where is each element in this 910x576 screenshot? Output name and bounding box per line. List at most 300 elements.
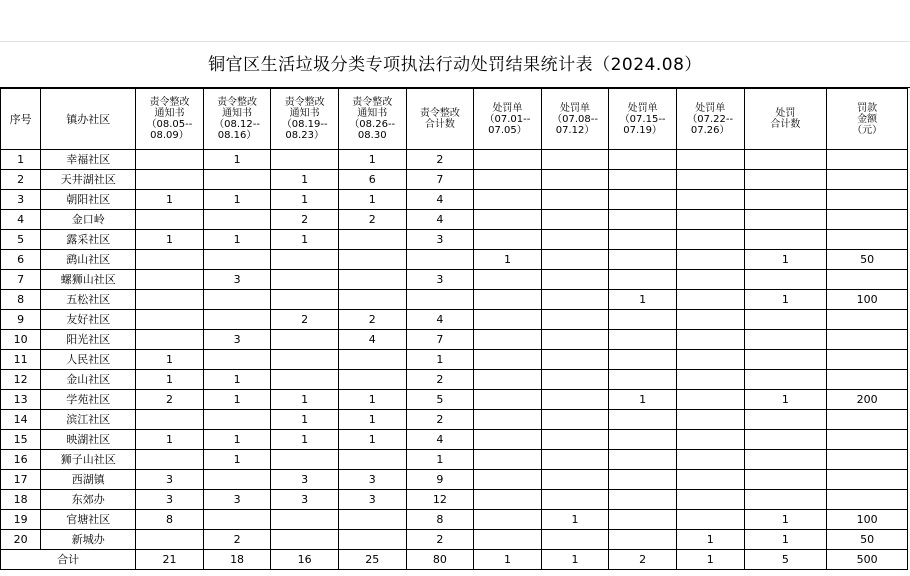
value-cell: 3 [203,270,271,290]
value-cell [136,290,204,310]
value-cell [541,250,609,270]
value-cell [338,230,406,250]
value-cell [136,530,204,550]
value-cell [203,210,271,230]
value-cell [744,210,827,230]
table-row [1,330,908,350]
header-cell [406,89,474,150]
value-cell: 1 [203,390,271,410]
table-row [1,490,908,510]
value-cell: 1 [271,230,339,250]
header-line: 通知书 [222,108,253,119]
value-cell [136,330,204,350]
community-name-cell: 金山社区 [41,370,136,390]
value-cell [609,270,677,290]
value-cell [136,450,204,470]
value-cell: 1 [338,150,406,170]
value-cell [676,230,744,250]
value-cell [541,170,609,190]
value-cell: 12 [406,490,474,510]
value-cell: 3 [271,470,339,490]
value-cell [474,210,542,230]
total-value-cell: 80 [406,550,474,570]
value-cell: 1 [338,390,406,410]
value-cell: 1 [406,350,474,370]
header-line: （08.26-- [349,119,396,130]
header-cell [474,89,542,150]
value-cell [676,350,744,370]
table-row [1,150,908,170]
community-name-cell: 人民社区 [41,350,136,370]
header-cell [541,89,609,150]
value-cell: 1 [744,390,827,410]
value-cell [474,410,542,430]
value-cell: 2 [406,150,474,170]
value-cell [136,270,204,290]
header-line: （07.15-- [619,113,666,125]
header-line: 处罚单 [560,102,591,114]
value-cell [676,370,744,390]
header-line: 通知书 [154,108,185,119]
community-name-cell: 东郊办 [41,490,136,510]
header-line: 责令整改 [419,108,460,119]
penalty-table [0,88,908,570]
value-cell: 1 [338,190,406,210]
header-cell [203,89,271,150]
value-cell [541,430,609,450]
value-cell: 1 [136,350,204,370]
row-index-cell: 16 [1,450,41,470]
value-cell [203,470,271,490]
value-cell: 100 [827,290,908,310]
value-cell: 2 [338,210,406,230]
value-cell [609,170,677,190]
value-cell [676,210,744,230]
value-cell: 8 [136,510,204,530]
value-cell [676,430,744,450]
row-index-cell: 12 [1,370,41,390]
value-cell: 1 [744,290,827,310]
value-cell: 2 [406,410,474,430]
value-cell [827,410,908,430]
value-cell [827,170,908,190]
value-cell [676,410,744,430]
community-name-cell: 螺狮山社区 [41,270,136,290]
table-row [1,190,908,210]
header-cell [676,89,744,150]
header-line: 合计数 [424,119,455,130]
value-cell [744,330,827,350]
value-cell [676,390,744,410]
header-line: 责令整改 [284,97,325,108]
row-index-cell: 2 [1,170,41,190]
value-cell: 3 [271,490,339,510]
value-cell: 4 [406,430,474,450]
table-row [1,270,908,290]
value-cell [609,150,677,170]
value-cell [744,190,827,210]
value-cell [541,190,609,210]
value-cell [676,450,744,470]
value-cell [827,450,908,470]
value-cell [827,430,908,450]
community-name-cell: 幸福社区 [41,150,136,170]
value-cell: 9 [406,470,474,490]
value-cell [203,510,271,530]
table-header [1,89,908,150]
header-line: 08.16） [217,130,257,141]
header-line: 07.19） [623,124,662,136]
value-cell: 2 [271,310,339,330]
header-line: （元） [852,124,883,136]
header-line: 责令整改 [217,97,258,108]
value-cell [827,330,908,350]
community-name-cell: 滨江社区 [41,410,136,430]
value-cell [338,350,406,370]
value-cell: 1 [338,430,406,450]
header-line: 通知书 [289,108,320,119]
table-footer [1,550,908,570]
community-name-cell: 西湖镇 [41,470,136,490]
header-line: 合计数 [770,119,801,130]
row-index-cell: 7 [1,270,41,290]
total-value-cell: 500 [827,550,908,570]
total-value-cell: 1 [474,550,542,570]
value-cell [744,350,827,370]
table-row [1,250,908,270]
value-cell [609,490,677,510]
value-cell [541,230,609,250]
header-cell [744,89,827,150]
table-row [1,350,908,370]
value-cell [338,290,406,310]
value-cell [609,450,677,470]
value-cell [474,370,542,390]
value-cell [474,150,542,170]
total-row [1,550,908,570]
value-cell: 1 [136,190,204,210]
value-cell [271,250,339,270]
value-cell [136,250,204,270]
value-cell [474,430,542,450]
row-index-cell: 13 [1,390,41,410]
value-cell [609,510,677,530]
value-cell: 1 [271,190,339,210]
total-label: 合计 [1,550,136,570]
value-cell [541,150,609,170]
value-cell: 1 [271,170,339,190]
value-cell [676,150,744,170]
value-cell [676,250,744,270]
value-cell [541,310,609,330]
table-row [1,450,908,470]
row-index-cell: 17 [1,470,41,490]
header-line: 责令整改 [352,97,393,108]
row-index-cell: 10 [1,330,41,350]
header-line: 处罚 [775,108,796,119]
value-cell [609,330,677,350]
value-cell: 1 [136,430,204,450]
community-name-cell: 天井湖社区 [41,170,136,190]
value-cell: 3 [406,230,474,250]
value-cell [203,250,271,270]
row-index-cell: 15 [1,430,41,450]
value-cell [541,210,609,230]
value-cell [676,270,744,290]
header-line: 镇办社区 [66,112,111,126]
value-cell: 1 [474,250,542,270]
header-line: 08.09） [150,130,189,141]
value-cell [271,330,339,350]
value-cell [474,330,542,350]
row-index-cell: 8 [1,290,41,310]
total-value-cell: 25 [338,550,406,570]
value-cell [474,470,542,490]
header-line: （08.05-- [146,119,193,130]
value-cell [474,270,542,290]
value-cell [541,450,609,470]
value-cell [541,350,609,370]
community-name-cell: 学苑社区 [41,390,136,410]
sheet-title: 铜官区生活垃圾分类专项执法行动处罚结果统计表（2024.08） [0,42,910,88]
community-name-cell: 友好社区 [41,310,136,330]
value-cell: 50 [827,530,908,550]
value-cell: 3 [203,490,271,510]
value-cell: 7 [406,330,474,350]
value-cell [271,290,339,310]
value-cell: 5 [406,390,474,410]
value-cell [609,310,677,330]
value-cell [271,530,339,550]
value-cell [609,470,677,490]
value-cell [827,270,908,290]
value-cell: 3 [136,470,204,490]
value-cell: 1 [203,230,271,250]
value-cell: 1 [271,430,339,450]
value-cell [541,490,609,510]
value-cell: 6 [338,170,406,190]
value-cell [541,270,609,290]
value-cell: 1 [744,530,827,550]
value-cell: 2 [406,530,474,550]
value-cell [338,450,406,470]
value-cell: 50 [827,250,908,270]
value-cell: 4 [406,190,474,210]
table-row [1,470,908,490]
community-name-cell: 朝阳社区 [41,190,136,210]
value-cell: 4 [338,330,406,350]
value-cell [744,490,827,510]
value-cell [744,150,827,170]
value-cell: 4 [406,210,474,230]
value-cell: 2 [406,370,474,390]
value-cell [676,510,744,530]
total-value-cell: 18 [203,550,271,570]
row-index-cell: 5 [1,230,41,250]
value-cell: 1 [676,530,744,550]
header-cell [338,89,406,150]
value-cell [203,410,271,430]
header-line: 08.30 [357,130,387,141]
row-index-cell: 14 [1,410,41,430]
table-row [1,230,908,250]
value-cell [827,230,908,250]
value-cell: 3 [136,490,204,510]
value-cell [271,350,339,370]
header-cell [609,89,677,150]
community-name-cell: 新城办 [41,530,136,550]
value-cell [609,250,677,270]
value-cell [541,290,609,310]
value-cell [541,470,609,490]
value-cell: 100 [827,510,908,530]
value-cell: 1 [203,190,271,210]
value-cell: 3 [203,330,271,350]
table-row [1,370,908,390]
value-cell: 1 [271,390,339,410]
value-cell [744,410,827,430]
value-cell [474,190,542,210]
row-index-cell: 4 [1,210,41,230]
value-cell [338,270,406,290]
value-cell [136,170,204,190]
value-cell: 1 [203,370,271,390]
value-cell: 3 [338,490,406,510]
community-name-cell: 五松社区 [41,290,136,310]
header-line: （07.08-- [552,113,598,125]
value-cell [541,370,609,390]
value-cell: 3 [406,270,474,290]
value-cell [609,190,677,210]
header-line: 责令整改 [149,97,190,108]
value-cell: 1 [744,510,827,530]
community-name-cell: 官塘社区 [41,510,136,530]
value-cell [474,530,542,550]
header-line: （08.12-- [214,119,260,130]
header-cell [271,89,339,150]
value-cell [609,230,677,250]
value-cell: 4 [406,310,474,330]
value-cell: 1 [203,150,271,170]
community-name-cell: 金口岭 [41,210,136,230]
value-cell [474,510,542,530]
value-cell: 1 [541,510,609,530]
value-cell [338,530,406,550]
value-cell [203,310,271,330]
value-cell [474,490,542,510]
value-cell [271,270,339,290]
row-index-cell: 19 [1,510,41,530]
table-row [1,530,908,550]
value-cell [827,370,908,390]
value-cell [827,470,908,490]
value-cell: 1 [609,290,677,310]
community-name-cell: 狮子山社区 [41,450,136,470]
value-cell: 1 [203,450,271,470]
row-index-cell: 1 [1,150,41,170]
value-cell [541,330,609,350]
header-line: （07.22-- [687,113,734,125]
value-cell [609,370,677,390]
table-row [1,410,908,430]
value-cell: 2 [271,210,339,230]
value-cell [338,250,406,270]
value-cell: 8 [406,510,474,530]
row-index-cell: 20 [1,530,41,550]
value-cell [676,190,744,210]
header-line: 罚款 [857,102,878,114]
value-cell [474,290,542,310]
value-cell: 2 [136,390,204,410]
value-cell [827,190,908,210]
value-cell [676,290,744,310]
header-line: 07.05） [488,124,527,136]
value-cell: 2 [203,530,271,550]
header-line: 处罚单 [695,102,726,114]
value-cell [271,150,339,170]
header-cell [136,89,204,150]
value-cell [136,410,204,430]
row-index-cell: 6 [1,250,41,270]
value-cell [744,230,827,250]
value-cell [676,330,744,350]
top-band [0,0,910,42]
total-value-cell: 21 [136,550,204,570]
value-cell [744,310,827,330]
header-line: 金额 [857,113,878,125]
value-cell: 1 [609,390,677,410]
header-line: （07.01-- [484,113,531,125]
value-cell [136,210,204,230]
total-value-cell: 1 [541,550,609,570]
value-cell: 1 [338,410,406,430]
value-cell [744,270,827,290]
value-cell [474,390,542,410]
value-cell [744,450,827,470]
header-line: 处罚单 [627,102,658,114]
total-value-cell: 1 [676,550,744,570]
value-cell [271,450,339,470]
value-cell: 1 [136,370,204,390]
value-cell [609,210,677,230]
value-cell: 1 [203,430,271,450]
community-name-cell: 映湖社区 [41,430,136,450]
value-cell: 2 [338,310,406,330]
value-cell [474,230,542,250]
table-body [1,150,908,550]
total-value-cell: 2 [609,550,677,570]
value-cell [203,290,271,310]
value-cell [136,310,204,330]
header-line: 通知书 [357,108,388,119]
value-cell: 1 [744,250,827,270]
value-cell [541,390,609,410]
value-cell [474,310,542,330]
value-cell [541,410,609,430]
value-cell: 3 [338,470,406,490]
value-cell: 1 [406,450,474,470]
header-cell [41,89,136,150]
value-cell [676,490,744,510]
header-line: 08.23） [285,130,324,141]
value-cell [338,370,406,390]
value-cell [474,350,542,370]
value-cell: 200 [827,390,908,410]
value-cell [827,210,908,230]
value-cell [136,150,204,170]
header-line: 序号 [9,112,32,126]
row-index-cell: 3 [1,190,41,210]
